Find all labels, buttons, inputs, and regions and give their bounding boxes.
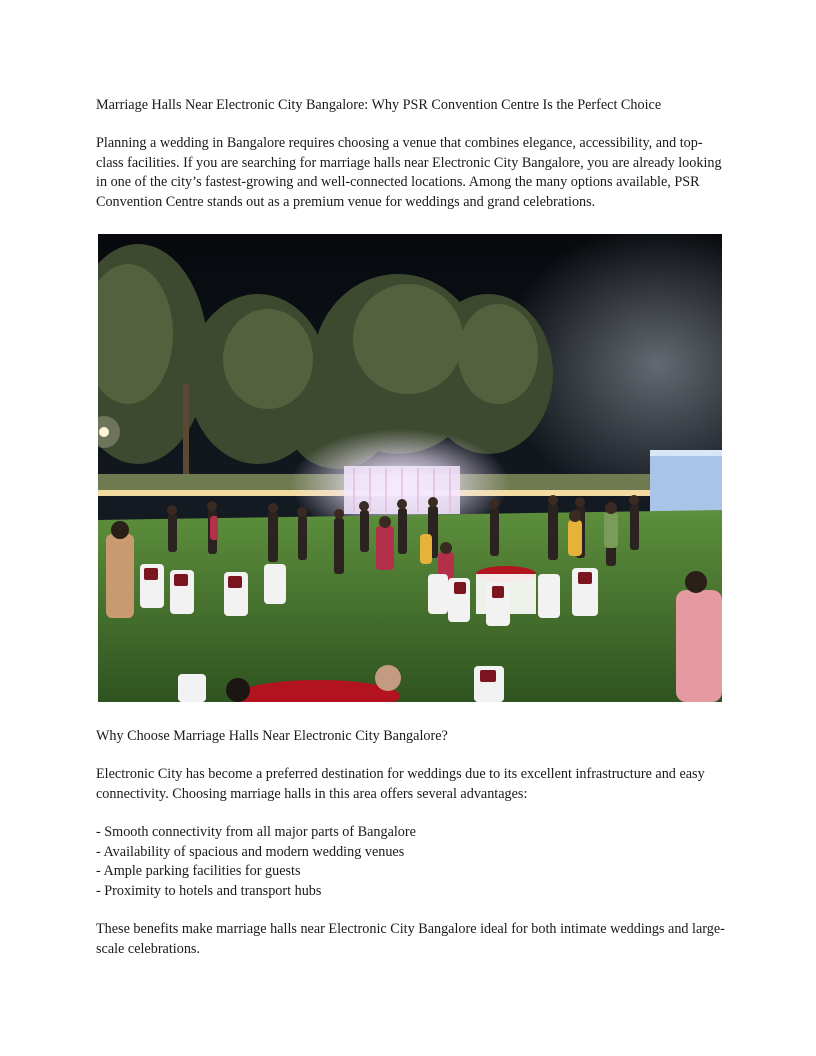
why-choose-paragraph: Electronic City has become a preferred destination for weddings due to its excellent infrastructure and easy connectivity. Choosing marriage halls in this area offers several advantages: [96,766,705,802]
list-item: - Availability of spacious and modern wedding venues [96,843,405,860]
why-choose-heading: Why Choose Marriage Halls Near Electronic City Bangalore? [96,728,448,744]
list-item: - Ample parking facilities for guests [96,863,301,879]
intro-paragraph: Planning a wedding in Bangalore requires choosing a venue that combines elegance, accessibility, and top-class facilities. If you are searching for marriage halls near Electronic City Bangalore, you are already looking in one of the city’s fastest-growing and well-connected locations. Among the many options available, PSR Convention Centre stands out as a premium venue for weddings and grand celebrations. [96,135,722,210]
venue-lawn-photo [98,234,722,702]
advantages-list [96,823,726,901]
list-item: - Proximity to hotels and transport hubs [96,882,322,899]
document-title: Marriage Halls Near Electronic City Bangalore: Why PSR Convention Centre Is the Perfect Choice [96,97,662,113]
list-item: - Smooth connectivity from all major parts of Bangalore [96,824,416,840]
closing-paragraph: These benefits make marriage halls near Electronic City Bangalore ideal for both intimate weddings and large-scale celebrations. [96,921,725,957]
venue-lawn-illustration [98,234,722,702]
